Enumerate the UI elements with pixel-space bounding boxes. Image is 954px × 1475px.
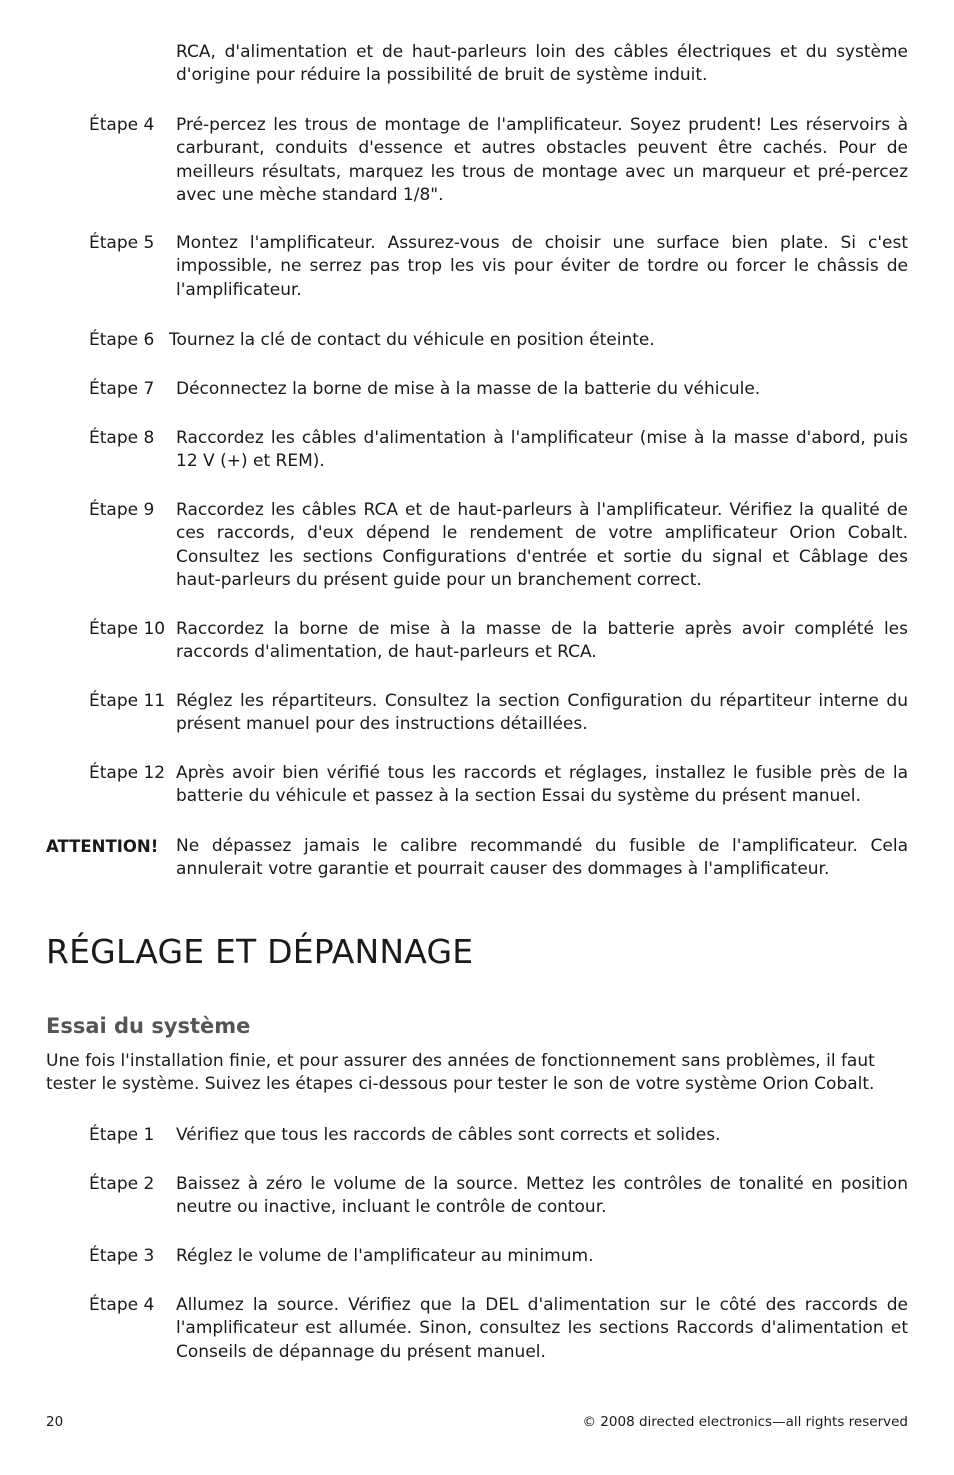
step-text: Allumez la source. Vérifiez que la DEL d'alimentation sur le côté des raccords de l'amplificateur est allumée. Sinon, consultez les sections Raccords d'alimentation et Conseils de dépannage du présent manuel.: [176, 1295, 908, 1362]
attention-text: Ne dépassez jamais le calibre recommandé du fusible de l'amplificateur. Cela annulerait votre garantie et pourrait causer des dommages à l'amplificateur.: [176, 836, 908, 880]
step-text: Réglez les répartiteurs. Consultez la section Configuration du répartiteur interne du présent manuel pour des instructions détaillées.: [176, 691, 908, 735]
step-label: Étape 10: [89, 619, 166, 639]
step-label: Étape 4: [89, 115, 155, 135]
step-label: Étape 12: [89, 763, 166, 783]
step-label: Étape 7: [89, 379, 155, 399]
install-step-9: [0, 499, 954, 592]
subsection-title: Essai du système: [46, 1014, 251, 1038]
install-step-8: [0, 427, 954, 474]
step-text: Déconnectez la borne de mise à la masse de la batterie du véhicule.: [176, 379, 761, 399]
section-title: RÉGLAGE ET DÉPANNAGE: [46, 932, 474, 971]
install-step-12: [0, 762, 954, 809]
step-text: Raccordez les câbles d'alimentation à l'amplificateur (mise à la masse d'abord, puis 12 V (+) et REM).: [176, 428, 908, 472]
install-step-11: [0, 690, 954, 737]
step-text: Tournez la clé de contact du véhicule en position éteinte.: [169, 330, 655, 350]
step-text: Raccordez les câbles RCA et de haut-parleurs à l'amplificateur. Vérifiez la qualité de ces raccords, d'eux dépend le rendement de votre amplificateur Orion Cobalt. Consultez les sections Configurations d'entrée et sortie du signal et Câblage des haut-parleurs du présent guide pour un branchement correct.: [176, 500, 908, 590]
step-label: Étape 9: [89, 500, 155, 520]
step-label: Étape 11: [89, 691, 166, 711]
step-label: Étape 8: [89, 428, 155, 448]
install-step-4: [0, 114, 954, 207]
continuation-text: RCA, d'alimentation et de haut-parleurs loin des câbles électriques et du système d'origine pour réduire la possibilité de bruit de système induit.: [176, 42, 908, 86]
install-step-7: [0, 378, 954, 401]
step-text: Baissez à zéro le volume de la source. Mettez les contrôles de tonalité en position neutre ou inactive, incluant le contrôle de contour.: [176, 1174, 908, 1218]
continuation-paragraph: [0, 41, 954, 88]
step-label: Étape 2: [89, 1174, 155, 1194]
copyright-notice: © 2008 directed electronics—all rights reserved: [582, 1414, 908, 1430]
step-label: Étape 6: [89, 330, 155, 350]
install-step-5: [0, 232, 954, 302]
step-label: Étape 4: [89, 1295, 155, 1315]
test-step-4: [0, 1294, 954, 1364]
page-number: 20: [46, 1414, 64, 1430]
step-text: Montez l'amplificateur. Assurez-vous de choisir une surface bien plate. Si c'est impossible, ne serrez pas trop les vis pour éviter de tordre ou forcer le châssis de l'amplificateur.: [176, 233, 908, 300]
step-label: Étape 3: [89, 1246, 155, 1266]
step-text: Raccordez la borne de mise à la masse de la batterie après avoir complété les raccords d'alimentation, de haut-parleurs et RCA.: [176, 619, 908, 663]
install-step-10: [0, 618, 954, 665]
attention-label: ATTENTION!: [46, 837, 159, 856]
step-label: Étape 5: [89, 233, 155, 253]
test-step-1: [0, 1124, 954, 1147]
step-text: Réglez le volume de l'amplificateur au minimum.: [176, 1246, 594, 1266]
test-step-2: [0, 1173, 954, 1220]
step-text: Pré-percez les trous de montage de l'amplificateur. Soyez prudent! Les réservoirs à carburant, conduits d'essence et autres obstacles peuvent être cachés. Pour de meilleurs résultats, marquez les trous de montage avec un marqueur et pré-percez avec une mèche standard 1/8".: [176, 115, 908, 205]
install-step-6: [0, 329, 954, 352]
step-label: Étape 1: [89, 1125, 155, 1145]
subsection-intro: Une fois l'installation finie, et pour assurer des années de fonctionnement sans problèmes, il faut tester le système. Suivez les étapes ci-dessous pour tester le son de votre système Orion Cobalt.: [46, 1051, 875, 1095]
step-text: Après avoir bien vérifié tous les raccords et réglages, installez le fusible près de la batterie du véhicule et passez à la section Essai du système du présent manuel.: [176, 763, 908, 807]
attention-note: [0, 835, 954, 882]
step-text: Vérifiez que tous les raccords de câbles sont corrects et solides.: [176, 1125, 721, 1145]
test-step-3: [0, 1245, 954, 1268]
